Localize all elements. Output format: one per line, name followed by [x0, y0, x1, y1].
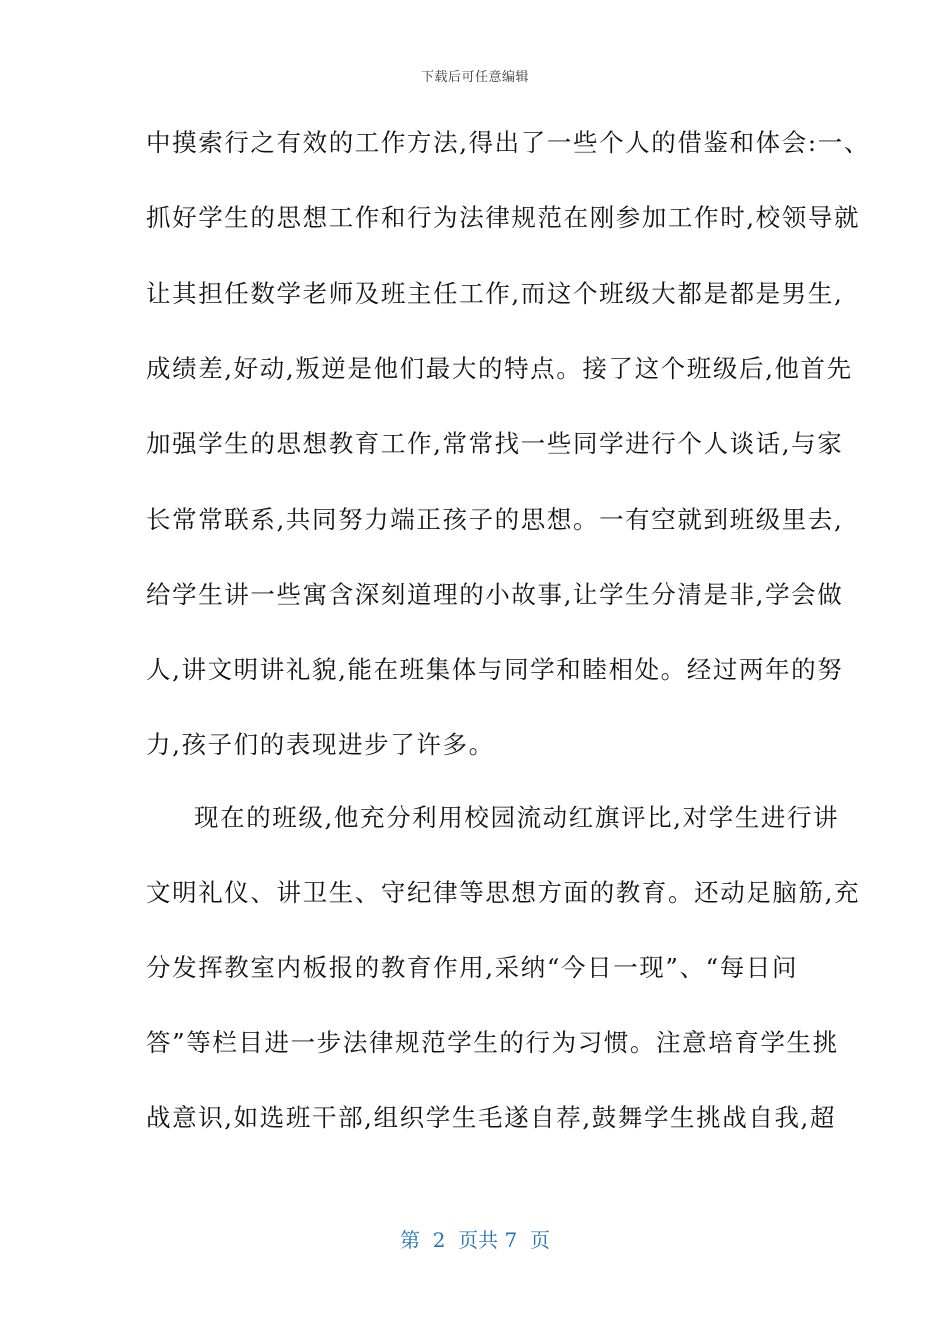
text-line: 加强学生的思想教育工作,常常找一些同学进行个人谈话,与家	[146, 429, 844, 458]
text-line: 给学生讲一些寓含深刻道理的小故事,让学生分清是非,学会做	[146, 580, 844, 609]
text-line: 成绩差,好动,叛逆是他们最大的特点。接了这个班级后,他首先	[146, 354, 853, 383]
page-number-footer: 第 2 页共 7 页	[400, 1228, 550, 1252]
text-line: 力,孩子们的表现进步了许多。	[146, 730, 495, 759]
text-line: 人,讲文明讲礼貌,能在班集体与同学和睦相处。经过两年的努	[146, 655, 844, 684]
page-header: 下载后可任意编辑	[420, 70, 529, 85]
text-line: 答”等栏目进一步法律规范学生的行为习惯。注意培育学生挑	[146, 1028, 839, 1057]
text-line: 让其担任数学老师及班主任工作,而这个班级大都是都是男生,	[146, 279, 844, 308]
text-line: 分发挥教室内板报的教育作用,采纳“今日一现”、“每日问	[146, 953, 799, 982]
text-line: 文明礼仪、讲卫生、守纪律等思想方面的教育。还动足脑筋,充	[146, 878, 861, 907]
text-line: 抓好学生的思想工作和行为法律规范在刚参加工作时,校领导就	[146, 203, 861, 232]
text-line: 战意识,如选班干部,组织学生毛遂自荐,鼓舞学生挑战自我,超	[146, 1103, 837, 1132]
paragraph-first-line: 现在的班级,他充分利用校园流动红旗评比,对学生进行讲	[194, 803, 840, 832]
text-line: 中摸索行之有效的工作方法,得出了一些个人的借鉴和体会:一、	[146, 128, 870, 157]
text-line: 长常常联系,共同努力端正孩子的思想。一有空就到班级里去,	[146, 505, 844, 534]
